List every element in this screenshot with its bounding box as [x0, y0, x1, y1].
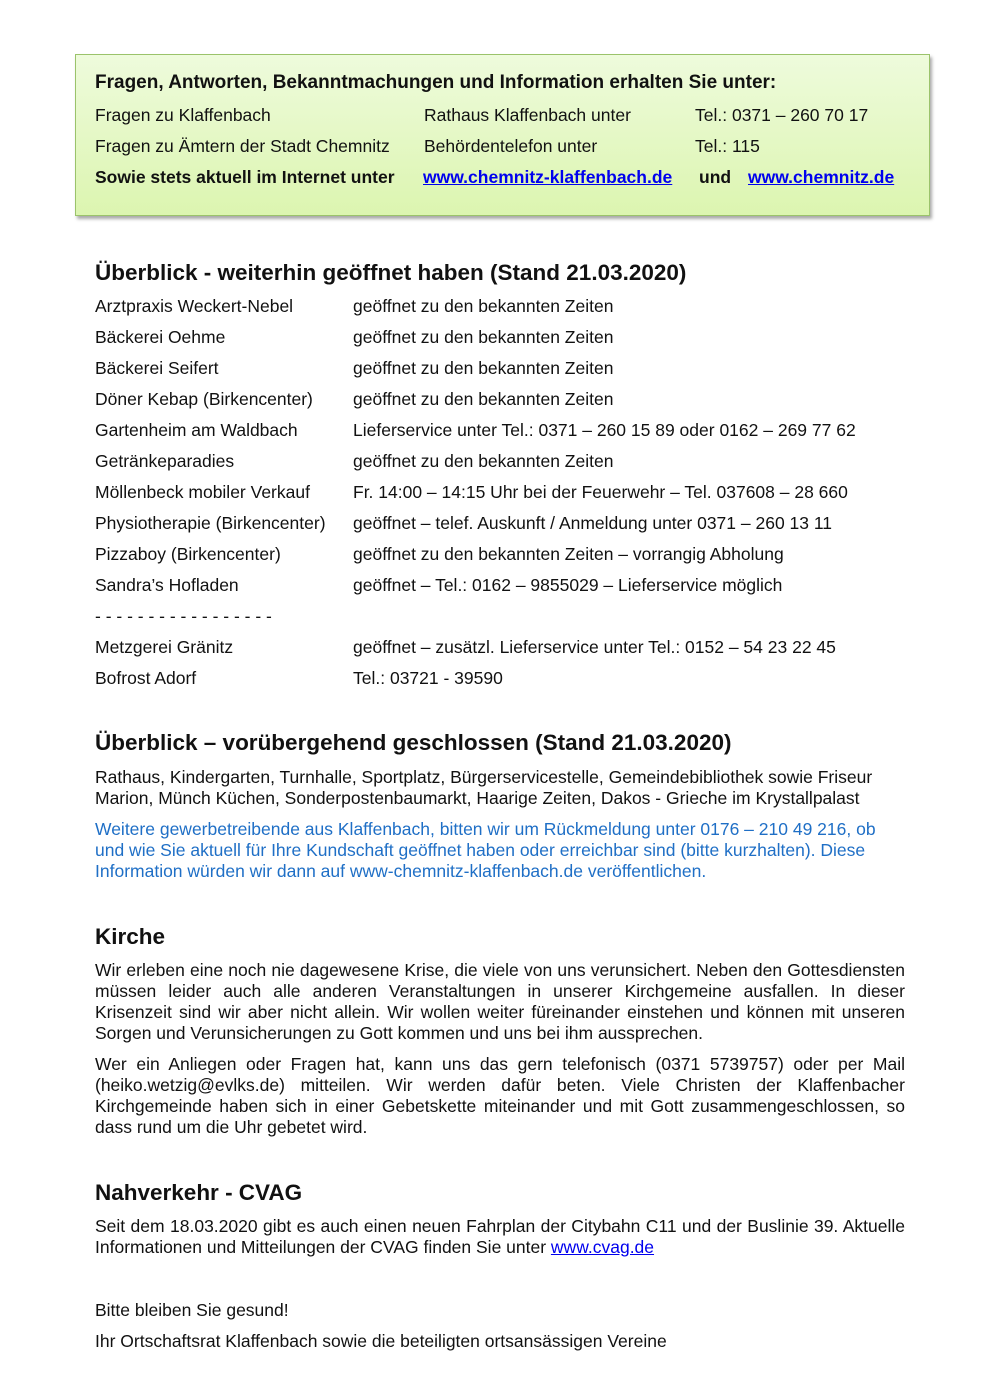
business-name: Bäckerei Oehme — [95, 327, 226, 347]
business-name: Döner Kebap (Birkencenter) — [95, 389, 313, 409]
and-text: und — [699, 167, 732, 187]
info-phone: Tel.: 0371 – 260 70 17 — [695, 105, 869, 125]
closing-greeting: Bitte bleiben Sie gesund! — [95, 1300, 289, 1320]
business-name: Bofrost Adorf — [95, 668, 197, 688]
business-name: Metzgerei Gränitz — [95, 637, 234, 657]
church-paragraph-2: Wer ein Anliegen oder Fragen hat, kann uns das gern telefonisch (0371 5739757) oder per Mail (heiko.wetzig@evlks.de) mitteilen. Wir werden dafür beten. Viele Christen der Klaffenbacher Kirchgemeinde haben sich in einer Gebetskette miteinander und mit Gott zusammengeschlossen, so dass rund um die Uhr gebetet wird. — [95, 1054, 905, 1137]
transport-text — [95, 1216, 905, 1258]
link-chemnitz[interactable]: www.chemnitz.de — [748, 167, 895, 187]
business-name: Physiotherapie (Birkencenter) — [95, 513, 326, 533]
business-status: geöffnet zu den bekannten Zeiten — [353, 296, 614, 316]
business-status: geöffnet zu den bekannten Zeiten – vorrangig Abholung — [353, 544, 784, 564]
business-status: geöffnet zu den bekannten Zeiten — [353, 389, 614, 409]
church-paragraph-1: Wir erleben eine noch nie dagewesene Krise, die viele von uns verunsichert. Neben den Gottesdiensten müssen leider auch alle anderen Veranstaltungen in unserer Kirchgemeine ausfallen. In dieser Krisenzeit sind wir aber nicht allein. Wir wollen weiter füreinander einstehen und können mit unseren Sorgen und Verunsicherungen zu Gott kommen und uns bei ihm aussprechen. — [95, 960, 905, 1043]
info-phone: Tel.: 115 — [695, 136, 760, 156]
link-chemnitz-klaffenbach[interactable]: www.chemnitz-klaffenbach.de — [423, 167, 673, 187]
business-name: Sandra’s Hofladen — [95, 575, 239, 595]
open-heading: Überblick - weiterhin geöffnet haben (Stand 21.03.2020) — [95, 260, 687, 285]
business-name: - - - - - - - - - - - - - - - - - — [95, 606, 272, 626]
feedback-notice: Weitere gewerbetreibende aus Klaffenbach, bitten wir um Rückmeldung unter 0176 – 210 49 216, ob und wie Sie aktuell für Ihre Kundschaft geöffnet haben oder erreichbar sind (bitte kurzhalten). Diese Information würden wir dann auf www-chemnitz-klaffenbach.de veröffentlichen. — [95, 819, 876, 881]
closed-text: Rathaus, Kindergarten, Turnhalle, Sportplatz, Bürgerservicestelle, Gemeindebibliothek sowie Friseur Marion, Münch Küchen, Sonderpostenbaumarkt, Haarige Zeiten, Dakos - Grieche im Krystallpalast — [95, 767, 873, 808]
business-name: Arztpraxis Weckert-Nebel — [95, 296, 294, 316]
business-status: geöffnet – zusätzl. Lieferservice unter Tel.: 0152 – 54 23 22 45 — [353, 637, 836, 657]
business-status: Tel.: 03721 - 39590 — [353, 668, 503, 688]
info-desc: Rathaus Klaffenbach unter — [424, 105, 631, 125]
church-heading: Kirche — [95, 924, 166, 949]
closing-signature: Ihr Ortschaftsrat Klaffenbach sowie die beteiligten ortsansässigen Vereine — [95, 1331, 667, 1351]
business-name: Bäckerei Seifert — [95, 358, 219, 378]
transport-heading: Nahverkehr - CVAG — [95, 1180, 303, 1205]
internet-label: Sowie stets aktuell im Internet unter — [95, 167, 395, 187]
business-status: geöffnet zu den bekannten Zeiten — [353, 358, 614, 378]
business-status: geöffnet zu den bekannten Zeiten — [353, 327, 614, 347]
business-status: geöffnet – telef. Auskunft / Anmeldung unter 0371 – 260 13 11 — [353, 513, 833, 533]
info-title: Fragen, Antworten, Bekanntmachungen und Information erhalten Sie unter: — [95, 72, 777, 93]
transport-text-body: Seit dem 18.03.2020 gibt es auch einen neuen Fahrplan der Citybahn C11 und der Buslinie 39. Aktuelle Informationen und Mitteilungen der CVAG finden Sie unter — [95, 1216, 905, 1257]
business-status: Fr. 14:00 – 14:15 Uhr bei der Feuerwehr – Tel. 037608 – 28 660 — [353, 482, 848, 502]
info-label: Fragen zu Klaffenbach — [95, 105, 271, 125]
business-name: Getränkeparadies — [95, 451, 235, 471]
business-status: geöffnet – Tel.: 0162 – 9855029 – Lieferservice möglich — [353, 575, 783, 595]
business-name: Pizzaboy (Birkencenter) — [95, 544, 281, 564]
business-status: Lieferservice unter Tel.: 0371 – 260 15 89 oder 0162 – 269 77 62 — [353, 420, 856, 440]
business-status: geöffnet zu den bekannten Zeiten — [353, 451, 614, 471]
info-desc: Behördentelefon unter — [424, 136, 598, 156]
link-cvag[interactable]: www.cvag.de — [550, 1237, 655, 1257]
business-name: Gartenheim am Waldbach — [95, 420, 298, 440]
business-name: Möllenbeck mobiler Verkauf — [95, 482, 310, 502]
closed-heading: Überblick – vorübergehend geschlossen (Stand 21.03.2020) — [95, 730, 732, 755]
info-label: Fragen zu Ämtern der Stadt Chemnitz — [95, 136, 390, 156]
